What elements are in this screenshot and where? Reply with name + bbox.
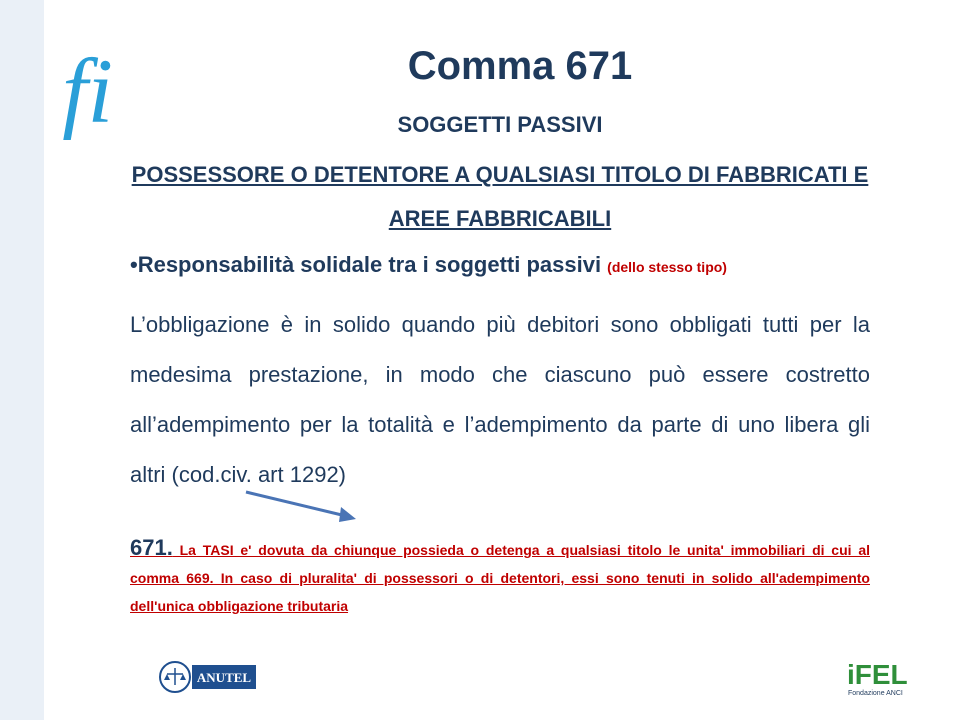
anutel-logo	[158, 660, 258, 694]
law-body: La TASI e' dovuta da chiunque possieda o detenga a qualsiasi titolo le unita' immobiliari di cui al comma 669. In caso di pluralita' di possessori o di detentori, essi sono tenuti in solido all'adempimento dell'unica obbligazione tributaria	[130, 542, 870, 614]
definition-paragraph: L’obbligazione è in solido quando più debitori sono obbligati tutti per la medesima prestazione, in modo che ciascuno può essere costretto all’adempimento per la totalità e l’adempimento da parte di uno libera gli altri (cod.civ. art 1292)	[130, 312, 870, 487]
ifel-logo	[845, 654, 915, 698]
ifel-logo-sub: Fondazione ANCI	[848, 690, 903, 697]
page-title: Comma 671	[407, 44, 633, 88]
fi-logo-text: fi	[62, 40, 114, 140]
headline: POSSESSORE O DETENTORE A QUALSIASI TITOLO DI FABBRICATI E AREE FABBRICABILI	[131, 162, 869, 231]
arrow-icon	[240, 486, 365, 526]
subtitle: SOGGETTI PASSIVI	[397, 112, 603, 137]
left-band	[0, 0, 44, 720]
bullet-text: Responsabilità solidale tra i soggetti passivi	[137, 252, 608, 277]
law-text	[130, 534, 870, 620]
bullet-marker: •	[130, 252, 138, 277]
anutel-logo-text: ANUTEL	[196, 670, 252, 685]
bullet-item	[130, 252, 870, 278]
bullet-note: (dello stesso tipo)	[607, 259, 727, 275]
ifel-logo-text: iFEL	[847, 659, 908, 690]
law-number: 671.	[130, 535, 173, 560]
